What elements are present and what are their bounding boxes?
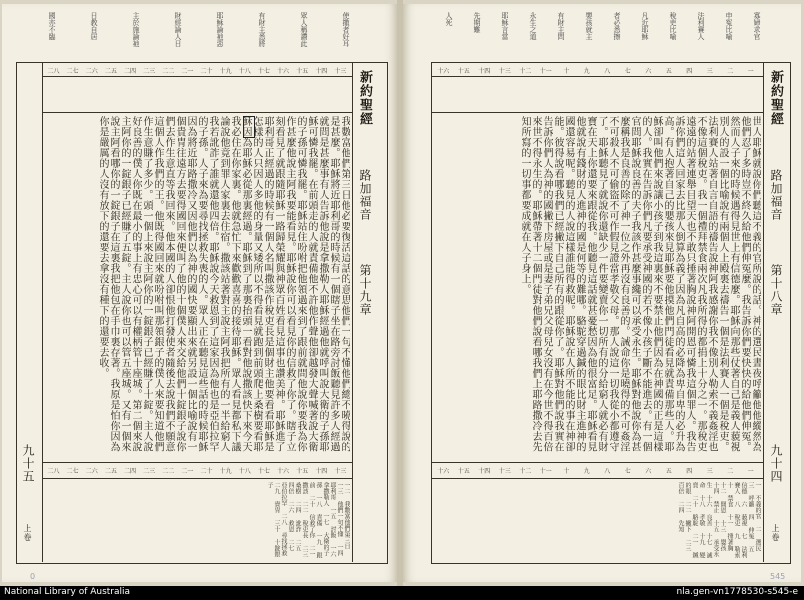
left-headnote: 使撒者好耳	[342, 12, 350, 47]
left-notes-rule	[42, 478, 352, 479]
right-verse-number: 十五	[457, 68, 470, 75]
left-footer-mark: 上卷	[23, 524, 32, 542]
right-verse-number: 三	[706, 68, 713, 75]
left-header-book: 路加福音	[358, 169, 372, 221]
left-notes: 一二 我數富他們第三日 一三 他們一句不懂 一四 耶利哥 一五 討飯 一六 拿撒勒人 一七 大衛的子孫 一八 責備 一九 跟前 二十 信救了你 二一 撒該 二二 稅吏長 二三 桑樹 二四 訛詐 二五 四倍 二六 救恩 二七 亞伯拉罕 二八 尋找拯救 二九 貴冑 三十 十錠銀子	[266, 482, 350, 558]
left-corner-mark: 0	[30, 572, 36, 581]
right-verse-number: 七	[624, 68, 631, 75]
right-verse-number: 一	[747, 68, 754, 75]
left-verse-number: 十四	[315, 68, 328, 75]
left-body-rule-top	[42, 112, 352, 113]
right-verse-number: 六	[645, 68, 652, 75]
right-headnote: 先期難	[473, 12, 481, 33]
left-verse-number: 二八	[47, 468, 60, 475]
left-verse-number: 二十	[200, 468, 213, 475]
right-headnote: 人死	[445, 12, 453, 26]
left-verse-rule-top	[42, 76, 352, 77]
right-verse-rule-top	[431, 76, 763, 77]
right-footer-mark: 上卷	[771, 524, 780, 542]
right-verse-number: 十四	[478, 68, 491, 75]
right-headnote: 凡近耶穌	[641, 12, 649, 40]
left-verse-number: 十七	[257, 468, 270, 475]
right-verse-number: 八	[604, 468, 611, 475]
right-verse-number: 十	[563, 68, 570, 75]
left-headnote: 耶穌論祂惡	[216, 12, 224, 47]
left-verse-number: 二三	[143, 468, 156, 475]
right-page	[403, 4, 801, 582]
left-verse-number: 二七	[66, 468, 79, 475]
left-body-text: 我數富他們第三日他必要復活這話的意思他們一句不懂他們總不曉得說的是甚麼。耶穌將近耶利哥的時候有一個瞎子坐在路旁討飯聽見許多人經過就問是甚麼事有人告訴他說是拿撒勒人耶穌經過他就呼叫說大衛的子孫耶穌可憐我罷。在前頭走的人就責備他不許他作聲他卻越發大聲喊著說大衛的子孫可憐我罷。耶穌站住吩咐把他領過來到了跟前就問他說你要我為你作甚麼他說主阿我要能看見。耶穌說你可以看見你的信救了你了。瞎子立刻看見了就跟隨耶穌一路歸榮耀與神眾百姓看見這事也讚美神。耶穌進了耶利哥正經過的時候有一個人名叫撒該作稅吏長是個財主他要看看耶穌是怎樣的人只因人多他的身量又矮所以不得看見就跑到前頭爬上桑樹要看耶穌因為耶穌必從那裏經過。耶穌到了那裏抬頭一看對他說撒該快下來今天我必住在你家裏。他就急忙下來歡歡喜喜的接待耶穌。眾人看見都私下議論說他竟到罪人家裏去住宿。撒該站著對主說主阿我把所有的一半給窮人我若訛詐了誰就還他四倍。耶穌說今天救恩到了這家因為他也是亞伯拉罕的子孫。人子來為要尋找拯救失喪的人。眾人正在聽見這些話的時候耶穌因為將近耶路撒冷又因他們以為神的國快要顯出來就另設一個比喻說有一個貴冑往遠方去要得國回來便叫了他的十個僕人來交給他們十錠銀子說你們去作生意直等我回來。他本國的人卻恨他打發使者隨後去說我們不願意這個人作我們的王。他既得國回來就吩咐叫那領銀子的僕人來要知道他們作生意賺了多少。頭一個上來說主阿你的一錠銀子已經賺了十錠。主人說好良善的僕人你既在最小的事上有忠心可以有權柄管十座城。第二個來說主阿你的一錠銀子已經賺了五錠。主人說你也可以管五座城。又有一個來說主阿看哪你的一錠銀子在這裏我把他包在手巾裏存著。我原是怕你因為你是嚴厲的人沒有放下的還要去拿沒有種下的還要去收。	[97, 116, 350, 452]
left-verse-number: 十九	[219, 68, 232, 75]
right-header-book: 路加福音	[769, 169, 783, 221]
left-verse-number: 二十	[200, 68, 213, 75]
left-page	[2, 4, 397, 582]
right-verse-number: 七	[624, 468, 631, 475]
right-page-number: 九十四	[769, 444, 783, 483]
right-verse-number: 四	[686, 68, 693, 75]
right-verse-number: 十六	[437, 68, 450, 75]
right-verse-number: 九	[583, 68, 590, 75]
left-headnote: 財經論人日	[174, 12, 182, 47]
left-headnote: 日教自居	[90, 12, 98, 40]
right-verse-number: 五	[665, 468, 672, 475]
left-body-rule-bottom	[42, 462, 352, 463]
right-verse-number: 四	[686, 468, 693, 475]
left-verse-number: 十九	[219, 468, 232, 475]
left-verse-number: 二一	[181, 68, 194, 75]
right-verse-number: 十三	[498, 468, 511, 475]
right-verse-number: 十四	[478, 468, 491, 475]
left-verse-number: 二二	[162, 68, 175, 75]
right-body-rule-bottom	[431, 462, 763, 463]
right-headnote: 耶穌言當	[501, 12, 509, 40]
left-verse-number: 二四	[124, 468, 137, 475]
right-body-text: 世人耶穌就說你們聽這不義的官所說的話。神的選民晝夜呼籲他他縱然為他們忍了多時豈不終久給他們伸冤麼。我告訴你們要快快的給他們伸冤。然而人子來的時候遇得見世上有信德麼。耶穌向那些仗著自己是義人藐視別人的設一個比喻說有兩個人上殿裏去禱告一個是法利賽人一個是稅吏。法利賽人站著自言自語的禱告說神阿我感謝你我不像別人勒索不義姦淫也不像這個稅吏。我一個禮拜禁食兩次凡我所得的都捐上十分之一。那稅吏遠遠的站著連舉目望天也不敢只捶著胸說神阿開恩可憐我這個罪人。我告訴你們這人回家去比那人倒算為義了因為凡自高的必降為卑自卑的必升為高。有人抱著自己的嬰孩來見耶穌要他摸他們門徒看見就責備那些人。耶穌卻叫他們來說讓小孩子到我這裏來不要禁止他們因為在神國的正是這樣的人。我實在告訴你們凡要承受神國的若不像小孩子斷不能進去。有一個官問耶穌說良善的夫子我該作甚麼事纔可以承受永生。耶穌對他說你為甚麼稱我是良善的除了神一位之外再沒有良善的。誡命你是曉得的不可姦淫不可殺人不可偷盜不可作假見證當孝敬父母。那人說這一切我從小都遵守了。耶穌聽見了就說你還缺少一件要變賣你一切所有的分給窮人就必有財寶在天上你還要來跟從我。他聽見這話就甚憂愁因為他很富足。耶穌看見他就說有錢財的人進神的國是何等的難哪。駱駝穿過鍼的眼比財主進神的國還容易呢。聽見的人說這樣誰能得救呢。耶穌說在人所不能的事在神卻能。彼得說看哪我們已經撇下自己所有的跟從你了。耶穌對他們說我實在告訴你們人為神的國撇下房屋或是妻子弟兄父母兒女沒有在今世不得百倍來世不得永生的。耶穌帶著十二個門徒對他們說看哪我們上耶路撒冷去先知所寫的一切事都要成就在人子身上。	[519, 116, 761, 452]
archive-footer	[0, 586, 804, 600]
right-verse-number: 十	[563, 468, 570, 475]
right-headnote: 永生之道	[529, 12, 537, 40]
left-verse-number: 二八	[47, 68, 60, 75]
left-headnote: 國亦不臨	[48, 12, 56, 40]
right-verse-number: 十三	[498, 68, 511, 75]
left-verse-number: 二四	[124, 68, 137, 75]
left-verse-number: 二一	[181, 468, 194, 475]
left-verse-numbers-top	[44, 66, 350, 75]
left-page-number: 九十五	[21, 444, 35, 483]
right-headnote: 嬰孩就主	[585, 12, 593, 40]
left-paragraph-marker	[243, 116, 255, 138]
right-headnote: 法利賽人	[697, 12, 705, 40]
left-headnote: 有財主悉將	[258, 12, 266, 47]
right-verse-number: 十二	[519, 68, 532, 75]
left-side-rule	[42, 62, 43, 562]
footer-item-id: nla.gen-vn1778530-s545-e	[676, 587, 798, 597]
left-verse-number: 二五	[104, 468, 117, 475]
left-header-rule	[352, 62, 353, 562]
right-verse-number: 二	[727, 68, 734, 75]
left-verse-number: 十八	[238, 68, 251, 75]
right-header-rule	[763, 62, 764, 562]
left-verse-number: 二六	[85, 68, 98, 75]
right-verse-number: 九	[583, 468, 590, 475]
left-headnote: 主於施論祂	[132, 12, 140, 47]
right-headnote: 者必悉擦	[613, 12, 621, 40]
right-verse-number: 十六	[437, 468, 450, 475]
left-verse-number: 二二	[162, 468, 175, 475]
left-verse-number: 十八	[238, 468, 251, 475]
right-notes: 一 不義的官 二 選民 三 呼籲 四 伸冤 五 信德 六 藐視 七 法利賽人 八 稅吏 九 勒索 十 禁食 十一 捶著胸 十二 開恩 十三 嬰孩 十四 禁止 十五 承受永生 十六 良善 十七 誡命 十八 孝敬 十九 變賣 二十 駱駝 二一 鍼的眼 二二 撇下 二三 百倍 二四 先知	[677, 482, 761, 558]
left-verse-number: 十五	[296, 468, 309, 475]
right-verse-numbers-bottom	[433, 466, 761, 475]
right-notes-rule	[431, 478, 763, 479]
left-verse-number: 十三	[334, 468, 347, 475]
left-verse-number: 十四	[315, 468, 328, 475]
right-verse-number: 十一	[539, 468, 552, 475]
left-verse-number: 十五	[296, 68, 309, 75]
left-verse-number: 二三	[143, 68, 156, 75]
footer-library-name: National Library of Australia	[4, 587, 131, 597]
right-verse-number: 三	[706, 468, 713, 475]
right-corner-mark: 545	[770, 572, 786, 581]
right-verse-number: 八	[604, 68, 611, 75]
right-headnote: 申冤比喻	[725, 12, 733, 40]
right-verse-number: 十一	[539, 68, 552, 75]
right-headnote: 稅吏比喻	[669, 12, 677, 40]
right-verse-number: 五	[665, 68, 672, 75]
right-header-chapter: 第十八章	[769, 264, 783, 316]
left-verse-number: 十七	[257, 68, 270, 75]
left-verse-number: 二六	[85, 468, 98, 475]
right-verse-number: 二	[727, 468, 734, 475]
right-headnote: 寡婦求官	[753, 12, 761, 40]
left-verse-number: 十三	[334, 68, 347, 75]
left-verse-numbers-bottom	[44, 466, 350, 475]
left-verse-number: 十六	[277, 468, 290, 475]
left-header-title: 新約聖經	[357, 70, 372, 126]
right-verse-number: 一	[747, 468, 754, 475]
left-verse-number: 二七	[66, 68, 79, 75]
right-headnote: 有財主問	[557, 12, 565, 40]
left-header-chapter: 第十九章	[358, 264, 372, 316]
right-verse-number: 十二	[519, 468, 532, 475]
left-headnote: 眾人稱讚此	[300, 12, 308, 47]
left-verse-number: 十六	[277, 68, 290, 75]
left-top-rule	[16, 62, 386, 63]
right-verse-number: 十五	[457, 468, 470, 475]
right-verse-numbers-top	[433, 66, 761, 75]
right-header-title: 新約聖經	[768, 70, 783, 126]
left-verse-number: 二五	[104, 68, 117, 75]
right-verse-number: 六	[645, 468, 652, 475]
right-body-rule-top	[431, 112, 763, 113]
